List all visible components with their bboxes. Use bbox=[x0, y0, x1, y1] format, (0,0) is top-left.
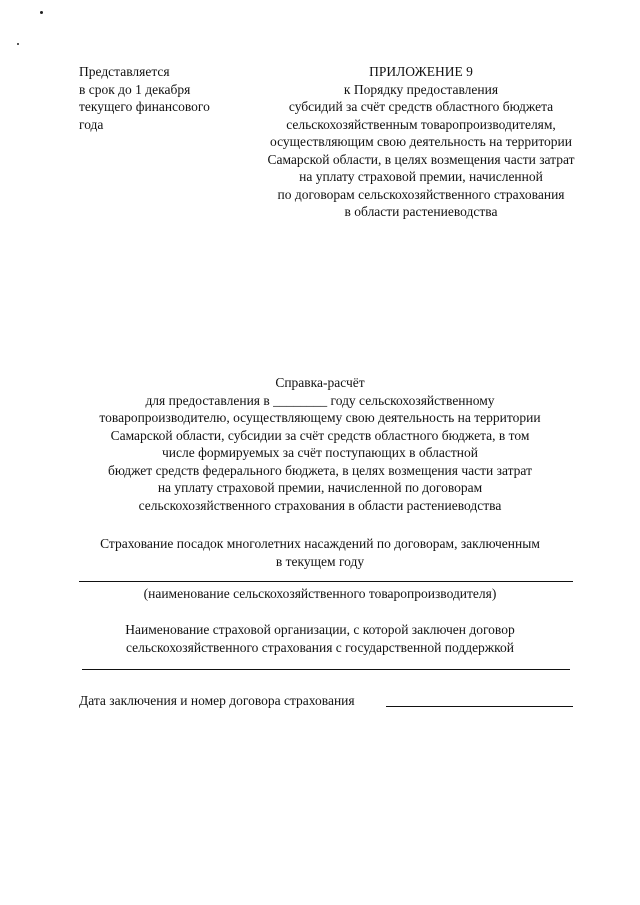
appendix-line: к Порядку предоставления bbox=[343, 81, 499, 97]
producer-caption: (наименование сельскохозяйственного товаропроизводителя) bbox=[143, 586, 497, 601]
appendix-line: на уплату страховой премии, начисленной bbox=[299, 169, 543, 184]
certificate-line: для предоставления в ________ году сельскохозяйственному bbox=[145, 392, 495, 408]
appendix-line: по договорам сельскохозяйственного страхования bbox=[277, 186, 565, 202]
submission-note-line: в срок до 1 декабря bbox=[79, 81, 191, 97]
appendix-line: Самарской области, в целях возмещения части затрат bbox=[267, 151, 575, 167]
certificate-line: товаропроизводителю, осуществляющему свою деятельность на территории bbox=[99, 410, 541, 425]
certificate-line: Самарской области, субсидии за счёт средств областного бюджета, в том bbox=[110, 427, 530, 443]
certificate-line: числе формируемых за счёт поступающих в областной bbox=[162, 445, 478, 460]
appendix-line: в области растениеводства bbox=[344, 204, 498, 219]
submission-note bbox=[79, 63, 249, 133]
certificate-line: на уплату страховой премии, начисленной по договорам bbox=[157, 480, 483, 495]
contract-date-row bbox=[79, 692, 355, 710]
submission-note-line: Представляется bbox=[79, 64, 170, 79]
appendix-header bbox=[236, 63, 606, 221]
scan-dot bbox=[40, 11, 43, 14]
scan-dot bbox=[17, 43, 19, 45]
contract-date-label: Дата заключения и номер договора страхования bbox=[79, 693, 355, 708]
certificate-title: Справка-расчёт bbox=[275, 375, 365, 390]
submission-note-line: года bbox=[79, 116, 104, 132]
contract-date-field[interactable] bbox=[386, 706, 573, 707]
insurance-subject-line: в текущем году bbox=[275, 553, 365, 569]
submission-note-line: текущего финансового bbox=[79, 99, 210, 114]
producer-name-field[interactable] bbox=[79, 581, 573, 582]
certificate-line: бюджет средств федерального бюджета, в целях возмещения части затрат bbox=[108, 462, 532, 478]
certificate-block bbox=[60, 374, 580, 514]
producer-caption-wrap bbox=[60, 585, 580, 603]
insurance-subject bbox=[60, 535, 580, 570]
insurance-subject-line: Страхование посадок многолетних насаждений по договорам, заключенным bbox=[100, 536, 540, 551]
certificate-line: сельскохозяйственного страхования в области растениеводства bbox=[138, 497, 502, 513]
insurer-name-field[interactable] bbox=[82, 669, 570, 670]
appendix-line: осуществляющим свою деятельность на территории bbox=[270, 134, 572, 149]
insurer-line: сельскохозяйственного страхования с государственной поддержкой bbox=[126, 639, 514, 655]
appendix-title: ПРИЛОЖЕНИЕ 9 bbox=[369, 64, 473, 79]
insurer-block bbox=[60, 621, 580, 656]
appendix-line: субсидий за счёт средств областного бюджета bbox=[288, 99, 554, 114]
insurer-line: Наименование страховой организации, с которой заключен договор bbox=[125, 622, 515, 637]
appendix-line: сельскохозяйственным товаропроизводителям, bbox=[286, 116, 556, 132]
